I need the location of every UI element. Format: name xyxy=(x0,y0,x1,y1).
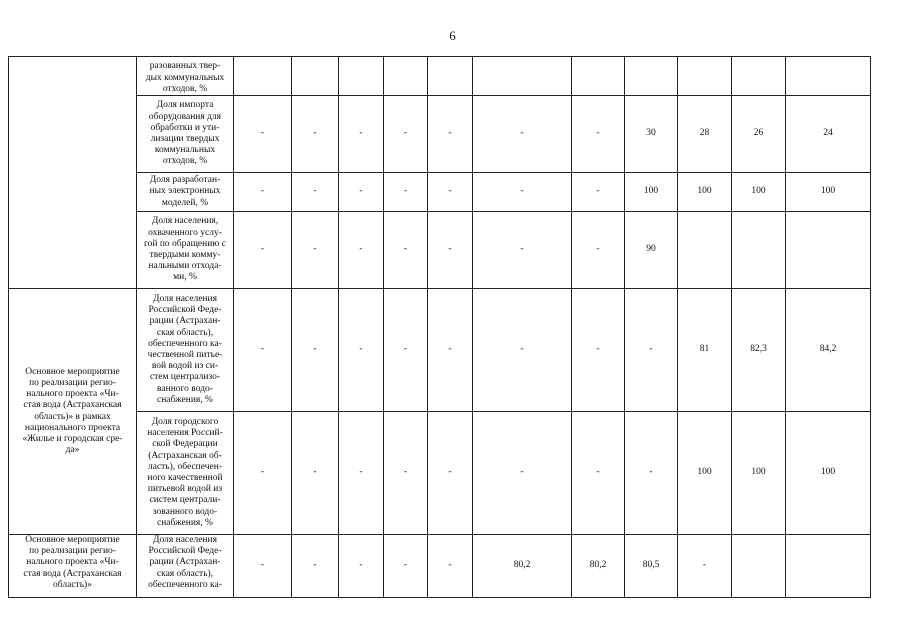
table-row xyxy=(9,535,871,598)
table-row xyxy=(9,212,871,289)
value-cell: - xyxy=(473,412,572,535)
value-cell: - xyxy=(428,412,473,535)
indicator-cell: Доля населения, охваченного услу- гой по обращению с твердыми комму- нальными отхода- ми, % xyxy=(137,212,234,289)
value-cell: - xyxy=(234,412,292,535)
value-cell: - xyxy=(339,173,384,212)
value-cell: - xyxy=(234,289,292,412)
table-row xyxy=(9,289,871,412)
value-cell: 80,2 xyxy=(572,535,625,598)
value-cell: - xyxy=(473,173,572,212)
indicator-cell: Доля городского населения Россий- ской Федерации (Астраханская об- ласть), обеспечен- ного качественной питьевой водой из систем централи- зованного водо- снабжения, % xyxy=(137,412,234,535)
value-cell: - xyxy=(292,96,339,173)
page-number: 6 xyxy=(449,28,456,43)
value-cell: - xyxy=(428,173,473,212)
table-row xyxy=(9,173,871,212)
value-cell: 100 xyxy=(678,412,732,535)
value-cell: 100 xyxy=(732,412,786,535)
value-cell xyxy=(384,57,428,96)
event-cell: Основное мероприятие по реализации регио- нального проекта «Чи- стая вода (Астраханская область)» xyxy=(9,535,137,598)
value-cell xyxy=(473,57,572,96)
value-cell xyxy=(732,57,786,96)
value-cell: - xyxy=(292,412,339,535)
value-cell: - xyxy=(572,412,625,535)
value-cell xyxy=(732,212,786,289)
value-cell xyxy=(732,535,786,598)
value-cell: 26 xyxy=(732,96,786,173)
value-cell: 80,5 xyxy=(625,535,678,598)
value-cell: - xyxy=(234,173,292,212)
value-cell: - xyxy=(384,535,428,598)
value-cell: - xyxy=(384,412,428,535)
value-cell: - xyxy=(428,212,473,289)
value-cell: 81 xyxy=(678,289,732,412)
indicator-cell: разованных твер- дых коммунальных отходов, % xyxy=(137,57,234,96)
value-cell: - xyxy=(292,212,339,289)
value-cell: - xyxy=(339,289,384,412)
event-cell xyxy=(9,57,137,289)
value-cell: - xyxy=(428,289,473,412)
value-cell xyxy=(786,57,871,96)
value-cell: - xyxy=(625,412,678,535)
value-cell: - xyxy=(384,173,428,212)
value-cell: 30 xyxy=(625,96,678,173)
value-cell: 80,2 xyxy=(473,535,572,598)
value-cell: 100 xyxy=(678,173,732,212)
value-cell: 100 xyxy=(732,173,786,212)
table-row xyxy=(9,57,871,96)
value-cell: - xyxy=(234,212,292,289)
indicators-table xyxy=(8,56,871,598)
value-cell xyxy=(572,57,625,96)
value-cell: - xyxy=(384,289,428,412)
value-cell: 28 xyxy=(678,96,732,173)
value-cell: - xyxy=(339,535,384,598)
value-cell: - xyxy=(339,212,384,289)
value-cell xyxy=(678,212,732,289)
value-cell: - xyxy=(625,289,678,412)
value-cell: - xyxy=(678,535,732,598)
value-cell xyxy=(292,57,339,96)
value-cell: - xyxy=(292,535,339,598)
value-cell xyxy=(786,212,871,289)
indicator-cell: Доля населения Российской Феде- рации (Астрахан- ская область), обеспеченного ка- чественной питье- вой водой из си- стем централизо- ванного водо- снабжения, % xyxy=(137,289,234,412)
event-cell: Основное мероприятие по реализации регио- нального проекта «Чи- стая вода (Астраханская область)» в рамках национального проекта «Жилье и городская сре- да» xyxy=(9,289,137,535)
value-cell: - xyxy=(572,173,625,212)
value-cell xyxy=(234,57,292,96)
value-cell xyxy=(428,57,473,96)
value-cell: - xyxy=(572,289,625,412)
value-cell: 100 xyxy=(786,173,871,212)
value-cell: - xyxy=(428,535,473,598)
value-cell: - xyxy=(428,96,473,173)
value-cell: - xyxy=(339,96,384,173)
value-cell: - xyxy=(339,412,384,535)
value-cell: - xyxy=(473,289,572,412)
value-cell: - xyxy=(473,96,572,173)
value-cell: 84,2 xyxy=(786,289,871,412)
value-cell: - xyxy=(292,173,339,212)
value-cell: 100 xyxy=(786,412,871,535)
value-cell: - xyxy=(572,96,625,173)
value-cell xyxy=(786,535,871,598)
value-cell: 24 xyxy=(786,96,871,173)
value-cell: 100 xyxy=(625,173,678,212)
value-cell: 82,3 xyxy=(732,289,786,412)
value-cell: - xyxy=(384,212,428,289)
value-cell: - xyxy=(292,289,339,412)
table-row xyxy=(9,412,871,535)
value-cell: 90 xyxy=(625,212,678,289)
indicator-cell: Доля разработан- ных электронных моделей, % xyxy=(137,173,234,212)
value-cell: - xyxy=(384,96,428,173)
value-cell xyxy=(625,57,678,96)
value-cell xyxy=(678,57,732,96)
value-cell xyxy=(339,57,384,96)
table-row xyxy=(9,96,871,173)
value-cell: - xyxy=(473,212,572,289)
value-cell: - xyxy=(572,212,625,289)
indicator-cell: Доля импорта оборудования для обработки и ути- лизации твердых коммунальных отходов, % xyxy=(137,96,234,173)
value-cell: - xyxy=(234,96,292,173)
indicator-cell: Доля населения Российской Феде- рации (Астрахан- ская область), обеспеченного ка- xyxy=(137,535,234,598)
value-cell: - xyxy=(234,535,292,598)
